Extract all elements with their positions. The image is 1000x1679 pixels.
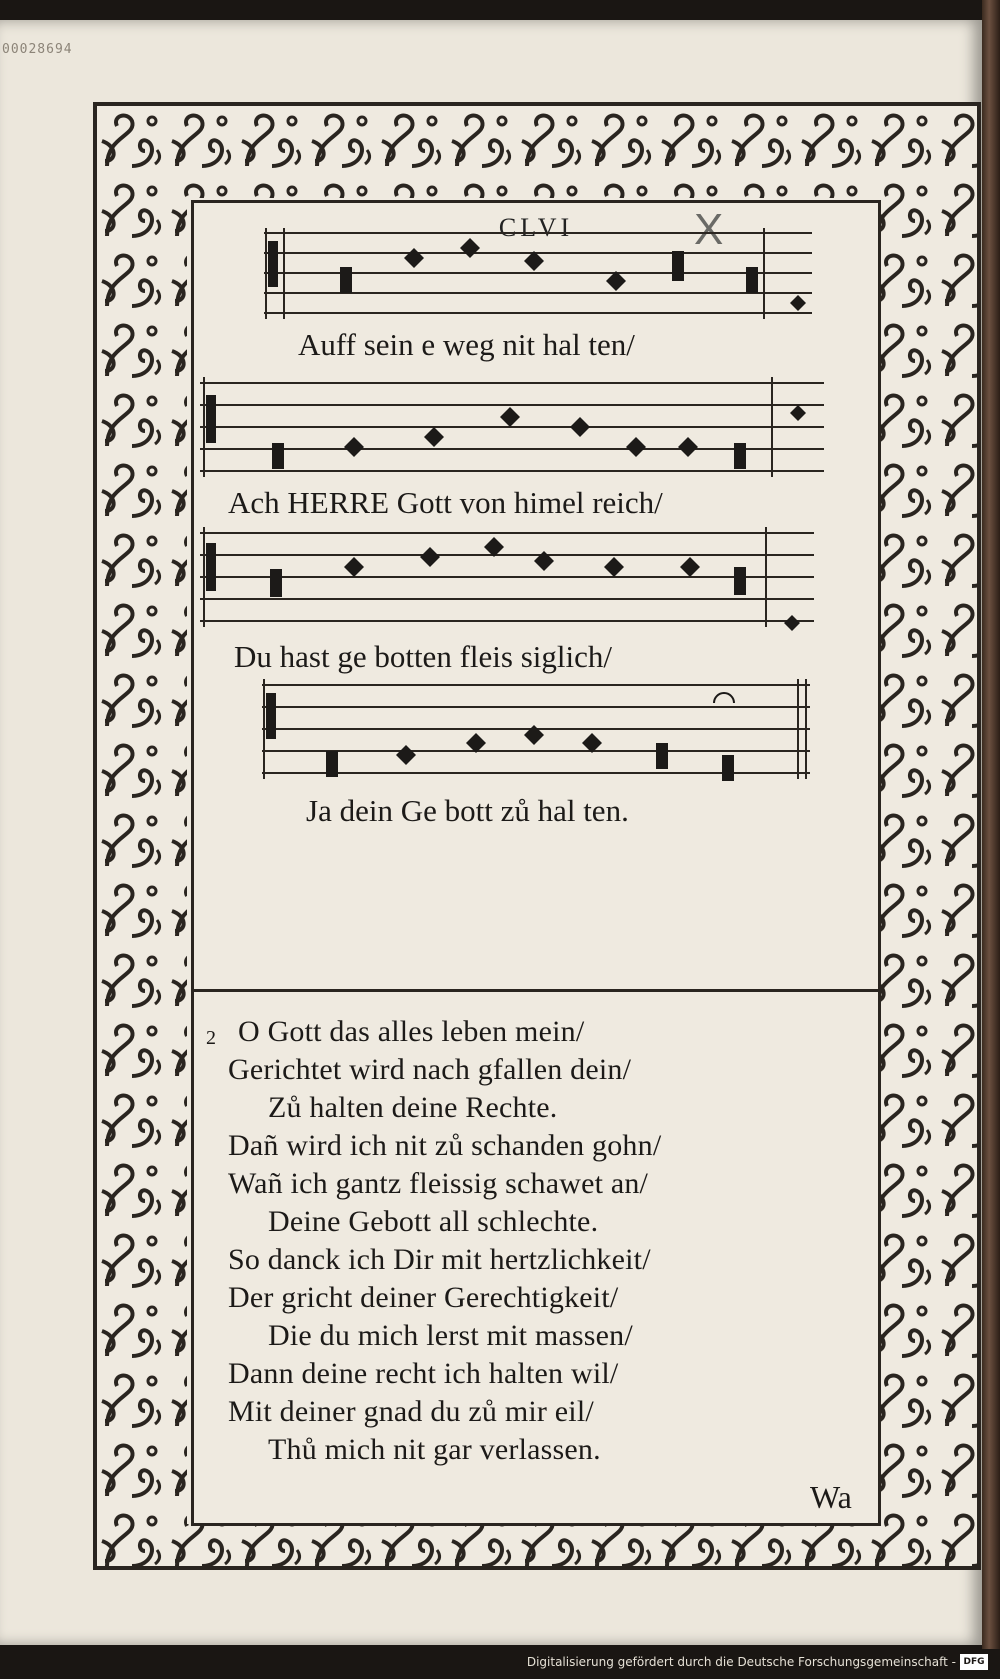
footer-bar [0, 1649, 1000, 1679]
lyric-line: Ach HERRE Gott von himel reich/ [228, 485, 663, 520]
verse-line: Dann deine recht ich halten wil/ [228, 1357, 619, 1390]
verse-line: Deine Gebott all schlechte. [268, 1205, 599, 1238]
verse-number: 2 [206, 1027, 216, 1049]
catchword: Wa [810, 1479, 852, 1515]
staff-3 [200, 527, 814, 627]
ornamental-border [93, 102, 981, 1570]
folio-number: CLVI [498, 213, 574, 242]
verse-line: Der gricht deiner Gerechtigkeit/ [228, 1281, 619, 1314]
verse-line: Gerichtet wird nach gfallen dein/ [228, 1053, 632, 1086]
staff-3-notes [206, 537, 800, 631]
staff-2-notes [206, 395, 806, 469]
verse-line: So danck ich Dir mit hertzlichkeit/ [228, 1243, 651, 1276]
verse-line: O Gott das alles leben mein/ [238, 1015, 585, 1048]
divider-rule [194, 989, 878, 992]
verse-line: Zů halten deine Rechte. [268, 1091, 558, 1124]
staff-1-notes [268, 238, 806, 311]
margin-mark: X [694, 205, 724, 254]
book-page [0, 20, 982, 1645]
dfg-logo: DFG [960, 1654, 988, 1670]
staff-2 [200, 377, 824, 477]
verse-line: Mit deiner gnad du zů mir eil/ [228, 1395, 594, 1428]
lyric-line: Du hast ge botten fleis siglich/ [234, 639, 612, 674]
book-edge [982, 0, 1000, 1679]
lyric-line: Ja dein Ge bott zů hal ten. [306, 793, 629, 828]
verse-line: Thů mich nit gar verlassen. [268, 1433, 601, 1466]
shelfmark: 00028694 [2, 42, 73, 57]
verse-line: Wañ ich gantz fleissig schawet an/ [228, 1167, 649, 1200]
music-notation [194, 203, 878, 993]
lyric-line: Auff sein e weg nit hal ten/ [298, 327, 635, 362]
funding-credit: Digitalisierung gefördert durch die Deutsche Forschungsgemeinschaft - [526, 1655, 956, 1669]
text-block [191, 200, 881, 1526]
verse-line: Die du mich lerst mit massen/ [268, 1319, 633, 1352]
verse-line: Dañ wird ich nit zů schanden gohn/ [228, 1129, 662, 1162]
